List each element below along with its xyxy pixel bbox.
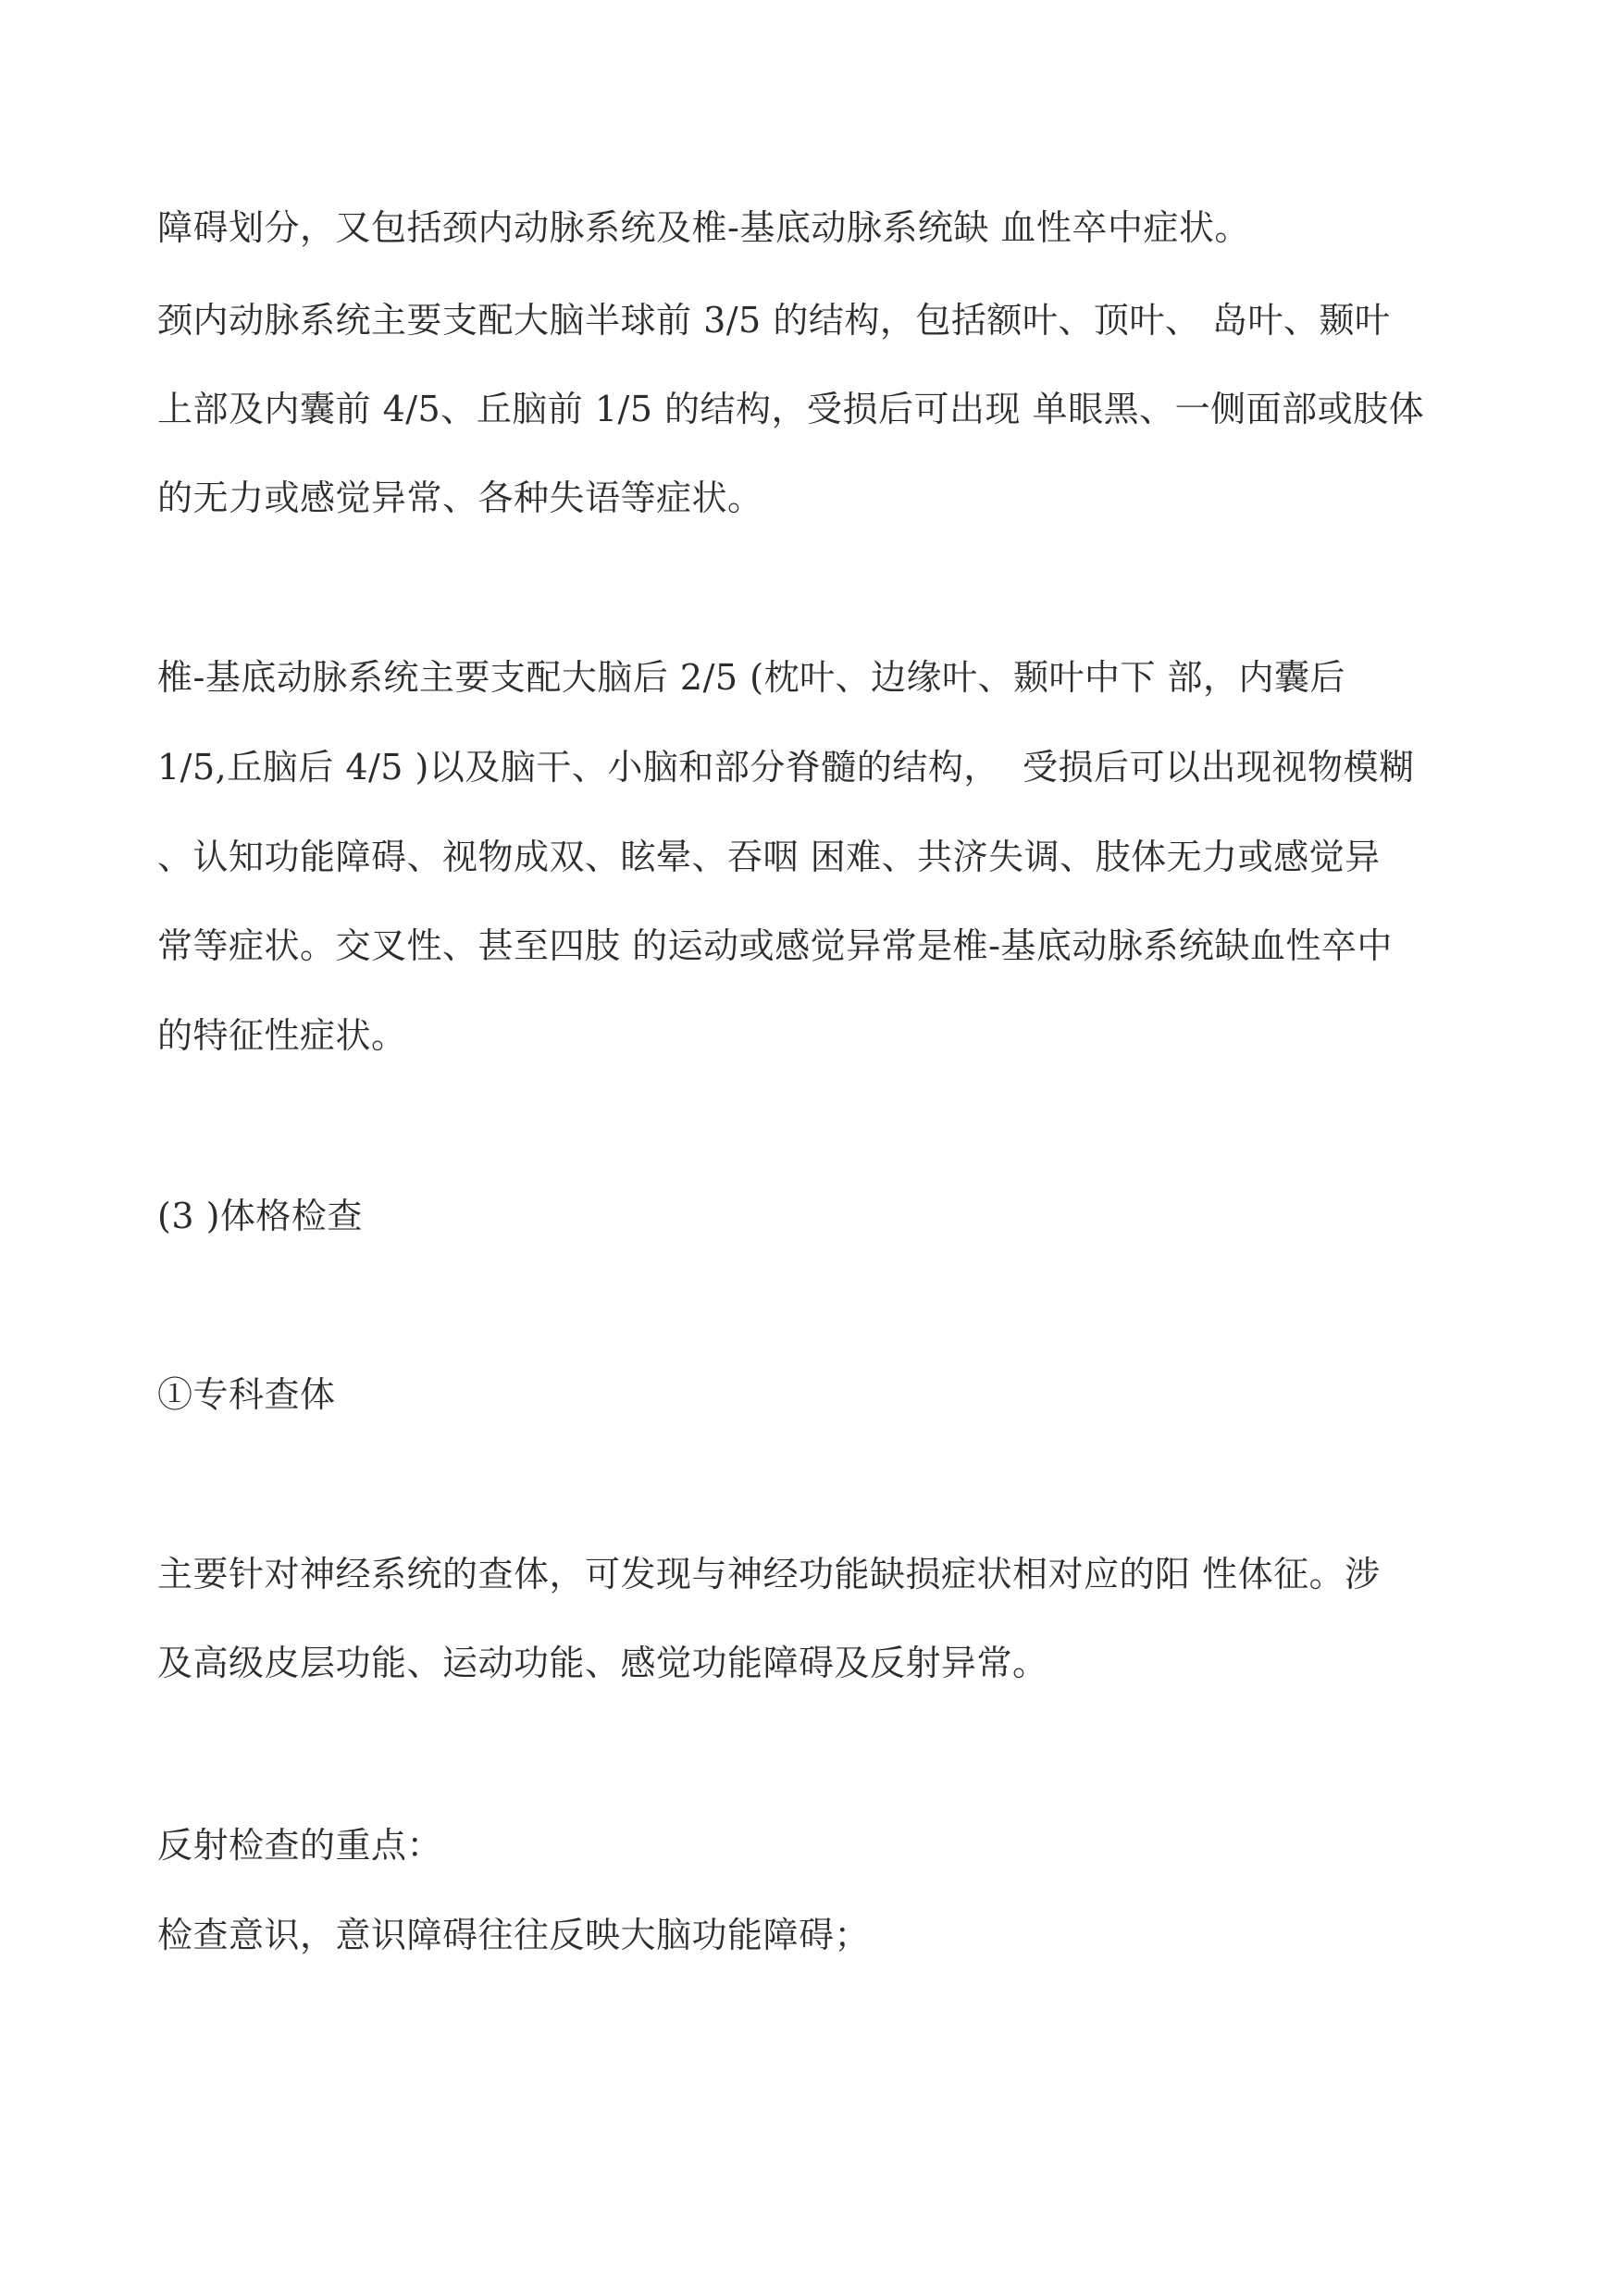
paragraph-line: 1/5,丘脑后 4/5 )以及脑干、小脑和部分脊髓的结构， 受损后可以出现视物模糊 xyxy=(157,747,1415,788)
paragraph-line: 椎-基底动脉系统主要支配大脑后 2/5 (枕叶、边缘叶、颞叶中下 部，内囊后 xyxy=(157,657,1346,698)
paragraph-line: 、认知功能障碍、视物成双、眩晕、吞咽 困难、共济失调、肢体无力或感觉异 xyxy=(157,837,1381,877)
paragraph-line: 的特征性症状。 xyxy=(157,1015,407,1056)
subsection-heading: ①专科查体 xyxy=(157,1374,336,1415)
list-heading: 反射检查的重点： xyxy=(157,1825,443,1866)
paragraph-line: 障碍划分，又包括颈内动脉系统及椎-基底动脉系统缺 血性卒中症状。 xyxy=(157,207,1250,248)
paragraph-line: 及高级皮层功能、运动功能、感觉功能障碍及反射异常。 xyxy=(157,1643,1048,1683)
section-heading: (3 )体格检查 xyxy=(157,1196,363,1236)
paragraph-line: 上部及内囊前 4/5、丘脑前 1/5 的结构，受损后可出现 单眼黑、一侧面部或肢体 xyxy=(157,389,1425,429)
paragraph-line: 颈内动脉系统主要支配大脑半球前 3/5 的结构，包括额叶、顶叶、 岛叶、颞叶 xyxy=(157,300,1391,341)
paragraph-line: 主要针对神经系统的查体，可发现与神经功能缺损症状相对应的阳 性体征。涉 xyxy=(157,1554,1381,1594)
list-item: 检查意识，意识障碍往往反映大脑功能障碍； xyxy=(157,1915,871,1955)
paragraph-line: 的无力或感觉异常、各种失语等症状。 xyxy=(157,478,763,518)
paragraph-line: 常等症状。交叉性、甚至四肢 的运动或感觉异常是椎-基底动脉系统缺血性卒中 xyxy=(157,925,1393,966)
